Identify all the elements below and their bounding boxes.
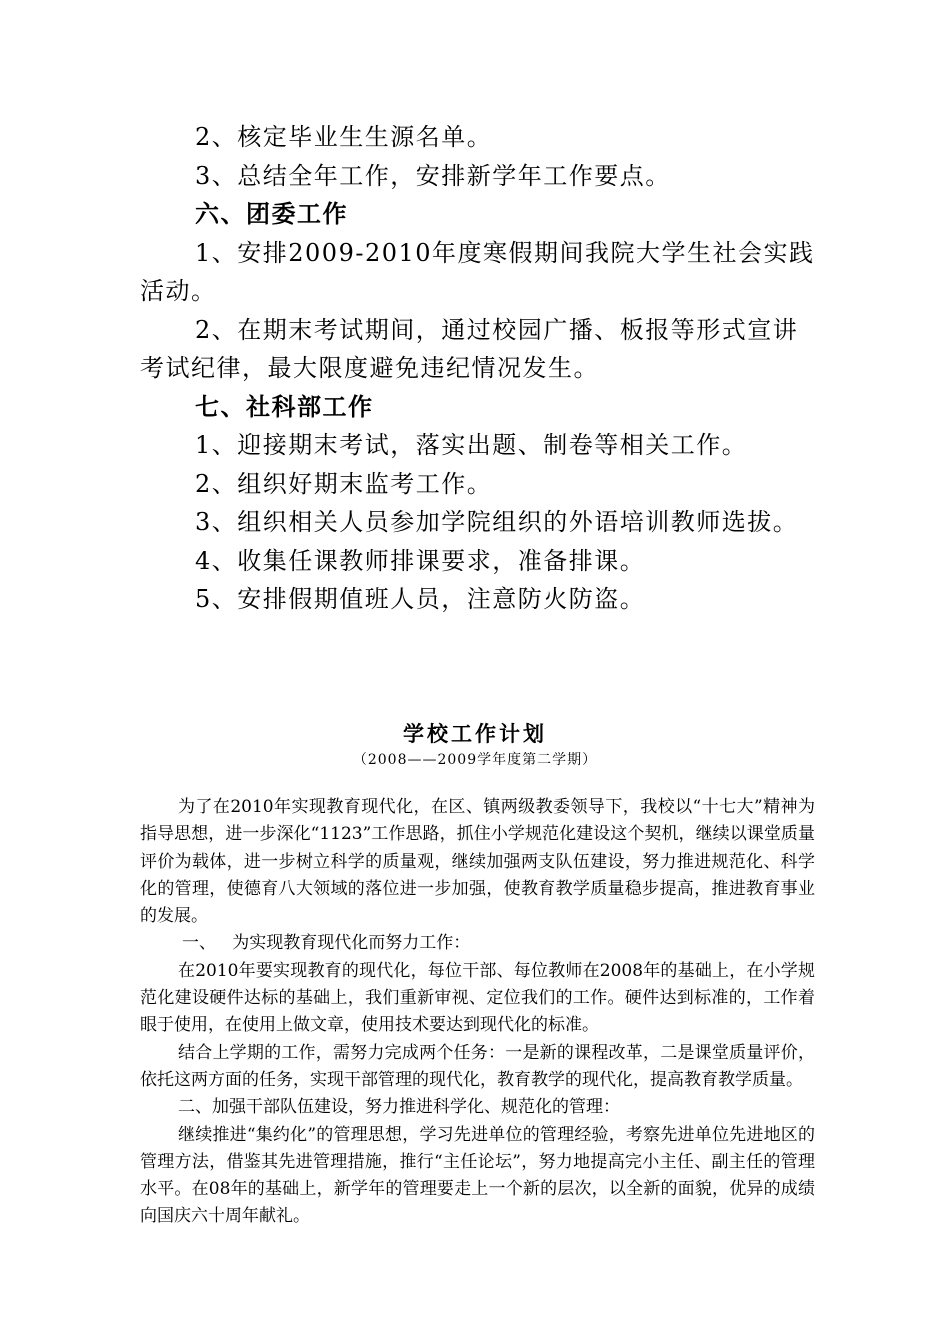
- item-exam-discipline: 2、在期末考试期间，通过校园广播、板报等形式宣讲考试纪律，最大限度避免违纪情况发生。: [140, 315, 799, 382]
- heading-youth-league: 六、团委工作: [195, 199, 348, 228]
- plan-title: 学校工作计划: [403, 721, 547, 746]
- item-teacher-selection: 3、组织相关人员参加学院组织的外语培训教师选拔。: [195, 508, 799, 536]
- item-verify-graduates: 2、核定毕业生生源名单。: [195, 123, 493, 151]
- section-two-heading: 二、加强干部队伍建设，努力推进科学化、规范化的管理：: [178, 1097, 620, 1118]
- item-course-scheduling: 4、收集任课教师排课要求，准备排课。: [195, 546, 646, 575]
- section-one-paragraph-1: 在2010年要实现教育的现代化，每位干部、每位教师在2008年的基础上，在小学规范化建设硬件达标的基础上，我们重新审视、定位我们的工作。硬件达到标准的，工作着眼于使用，在使用上做文章，使用技术要达到现代化的标准。: [140, 960, 815, 1036]
- section-one-heading: 一、 为实现教育现代化而努力工作：: [182, 933, 471, 954]
- plan-subtitle: （2008——2009学年度第二学期）: [352, 752, 598, 768]
- plan-body: [140, 794, 815, 1231]
- item-invigilation: 2、组织好期末监考工作。: [195, 469, 493, 498]
- item-winter-practice: 1、安排2009-2010年度寒假期间我院大学生社会实践活动。: [140, 238, 815, 305]
- section-two-paragraph-1: 继续推进“集约化”的管理思想，学习先进单位的管理经验，考察先进单位先进地区的管理方法，借鉴其先进管理措施，推行“主任论坛”，努力地提高完小主任、副主任的管理水平。在08年的基础上，新学年的管理要走上一个新的层次，以全新的面貌，优异的成绩向国庆六十周年献礼。: [140, 1124, 815, 1227]
- item-holiday-duty: 5、安排假期值班人员，注意防火防盗。: [195, 585, 646, 613]
- section-one-paragraph-2: 结合上学期的工作，需努力完成两个任务：一是新的课程改革，二是课堂质量评价，依托这两方面的任务，实现干部管理的现代化，教育教学的现代化，提高教育教学质量。: [140, 1042, 815, 1090]
- work-items-section: [140, 118, 820, 619]
- item-final-exam: 1、迎接期末考试，落实出题、制卷等相关工作。: [195, 431, 748, 459]
- item-annual-summary: 3、总结全年工作，安排新学年工作要点。: [195, 161, 671, 190]
- plan-intro: 为了在2010年实现教育现代化，在区、镇两级教委领导下，我校以“十七大”精神为指导思想，进一步深化“1123”工作思路，抓住小学规范化建设这个契机，继续以课堂质量评价为载体，进一步树立科学的质量观，继续加强两支队伍建设，努力推进规范化、科学化的管理，使德育八大领域的落位进一步加强，使教育教学质量稳步提高，推进教育事业的发展。: [140, 797, 815, 927]
- heading-social-science: 七、社科部工作: [195, 391, 374, 421]
